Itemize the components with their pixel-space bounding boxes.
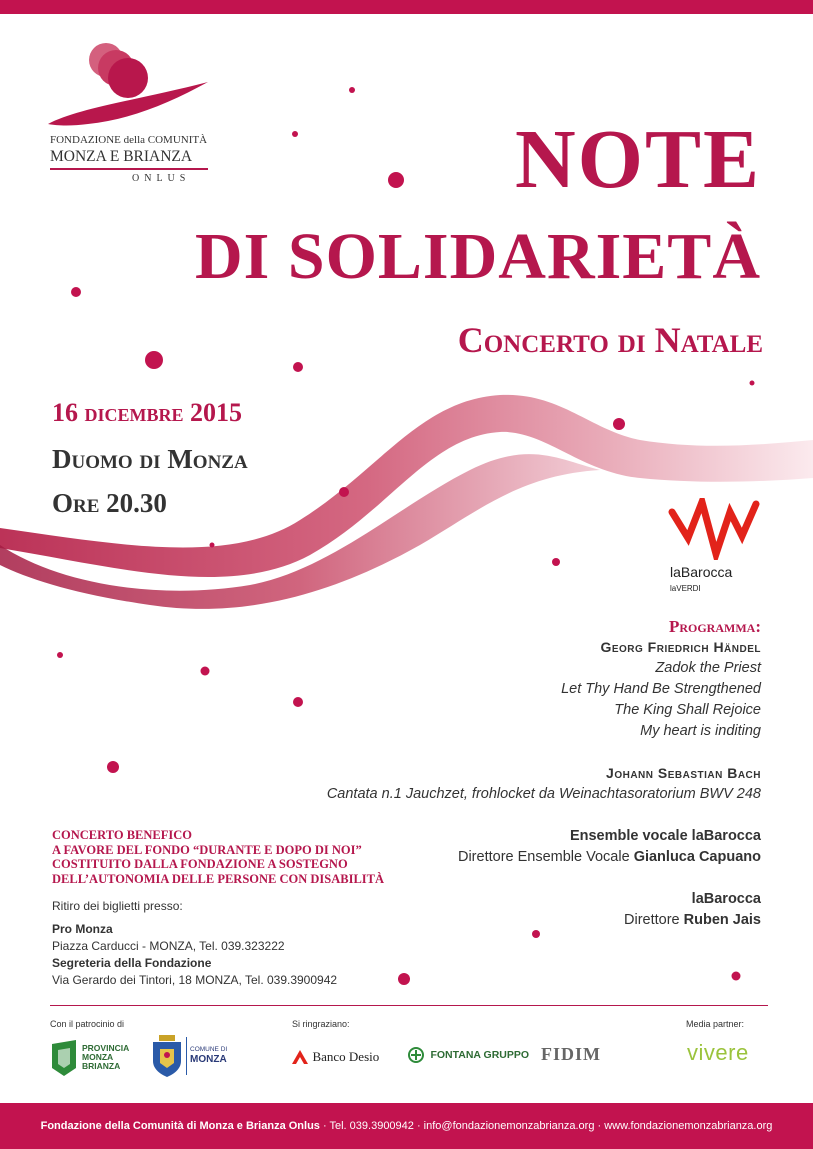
tickets-place2-name: Segreteria della Fondazione: [52, 956, 212, 970]
program-ensemble-name: Ensemble vocale laBarocca: [569, 828, 761, 844]
foundation-logo-line1b: della COMUNITÀ: [123, 134, 208, 146]
foundation-logo: [48, 42, 213, 192]
program-composer-1: Georg Friedrich Händel: [600, 639, 761, 655]
fontana-gruppo-logo: [406, 1046, 529, 1064]
fontana-gruppo-text: FONTANA GRUPPO: [430, 1048, 530, 1061]
comune-crest-icon: [150, 1035, 184, 1077]
tickets-place1-address: Piazza Carducci - MONZA, Tel. 039.323222: [52, 939, 285, 953]
footer-org: Fondazione della Comunità di Monza e Brianza Onlus: [40, 1120, 320, 1132]
footer-bar: [0, 1103, 813, 1149]
fontana-gruppo-icon: [406, 1047, 426, 1063]
barocca-logo: [668, 498, 768, 598]
provincia-line3: BRIANZA: [82, 1061, 121, 1071]
program-ensemble-director-name: Gianluca Capuano: [633, 849, 761, 865]
fidim-logo: FIDIM: [541, 1044, 601, 1064]
barocca-w-icon: [668, 498, 760, 560]
foundation-logo-line1a: FONDAZIONE: [50, 134, 121, 146]
benefit-line: CONCERTO BENEFICO: [52, 828, 192, 842]
program-orchestra-director-label: Direttore: [624, 912, 680, 928]
provincia-logo: [50, 1038, 140, 1078]
banco-desio-logo: [292, 1048, 379, 1066]
event-time: Ore 20.30: [52, 488, 167, 518]
foundation-logo-icon: [48, 42, 213, 132]
foundation-logo-line3: ONLUS: [132, 173, 191, 184]
media-partner-label: Media partner:: [686, 1019, 745, 1029]
benefit-line: A FAVORE DEL FONDO “DURANTE E DOPO DI NOI”: [52, 842, 362, 857]
title-line2: DI SOLIDARIETÀ: [195, 220, 761, 293]
sponsors-divider: [50, 1005, 768, 1006]
program-work: My heart is inditing: [640, 723, 761, 739]
provincia-line1: PROVINCIA: [82, 1043, 130, 1053]
benefit-line: COSTITUITO DALLA FONDAZIONE A SOSTEGNO: [52, 857, 348, 871]
program-work-bach: Cantata n.1 Jauchzet, frohlocket da Weinachtasoratorium BWV 248: [326, 786, 761, 802]
footer-contacts: · Tel. 039.3900942 · info@fondazionemonzabrianza.org · www.fondazionemonzabrianza.org: [319, 1120, 773, 1132]
tickets-info: [52, 898, 337, 989]
subtitle: Concerto di Natale: [457, 320, 763, 360]
benefit-line: DELL’AUTONOMIA DELLE PERSONE CON DISABILITÀ: [52, 871, 385, 886]
vivere-logo: vivere: [687, 1040, 749, 1065]
program-composer-2: Johann Sebastian Bach: [606, 765, 761, 781]
thanks-label: Si ringraziano:: [292, 1019, 350, 1029]
foundation-logo-line2: MONZA E BRIANZA: [50, 148, 193, 165]
event-date: 16 dicembre 2015: [52, 398, 243, 427]
program-work: Zadok the Priest: [655, 660, 761, 676]
provincia-logo-icon: [50, 1040, 78, 1076]
benefit-text: [52, 828, 384, 886]
banco-desio-icon: [292, 1050, 308, 1064]
patronage-label: Con il patrocinio di: [50, 1019, 125, 1029]
title-line1: NOTE: [514, 113, 761, 206]
comune-line1: COMUNE DI: [190, 1046, 228, 1053]
event-place: Duomo di Monza: [52, 444, 248, 474]
program-orchestra-name: laBarocca: [691, 891, 761, 907]
tickets-intro: Ritiro dei biglietti presso:: [52, 899, 183, 913]
comune-logo: [150, 1035, 240, 1079]
program-work: Let Thy Hand Be Strengthened: [561, 681, 761, 697]
comune-line2: MONZA: [190, 1054, 227, 1065]
program-ensemble-director-label: Direttore Ensemble Vocale: [457, 849, 630, 865]
banco-desio-text: Banco Desio: [312, 1048, 380, 1064]
barocca-name-main: Barocca: [680, 564, 733, 580]
tickets-place2-address: Via Gerardo dei Tintori, 18 MONZA, Tel. 039.3900942: [52, 973, 338, 987]
barocca-sub: laVERDI: [670, 584, 701, 593]
provincia-line2: MONZA: [82, 1052, 114, 1062]
barocca-name-prefix: la: [670, 564, 681, 580]
foundation-logo-divider: [50, 168, 208, 170]
program-heading: Programma:: [668, 617, 761, 636]
tickets-place1-name: Pro Monza: [52, 922, 113, 936]
program-work: The King Shall Rejoice: [614, 702, 761, 718]
program-orchestra-director-name: Ruben Jais: [683, 912, 761, 928]
